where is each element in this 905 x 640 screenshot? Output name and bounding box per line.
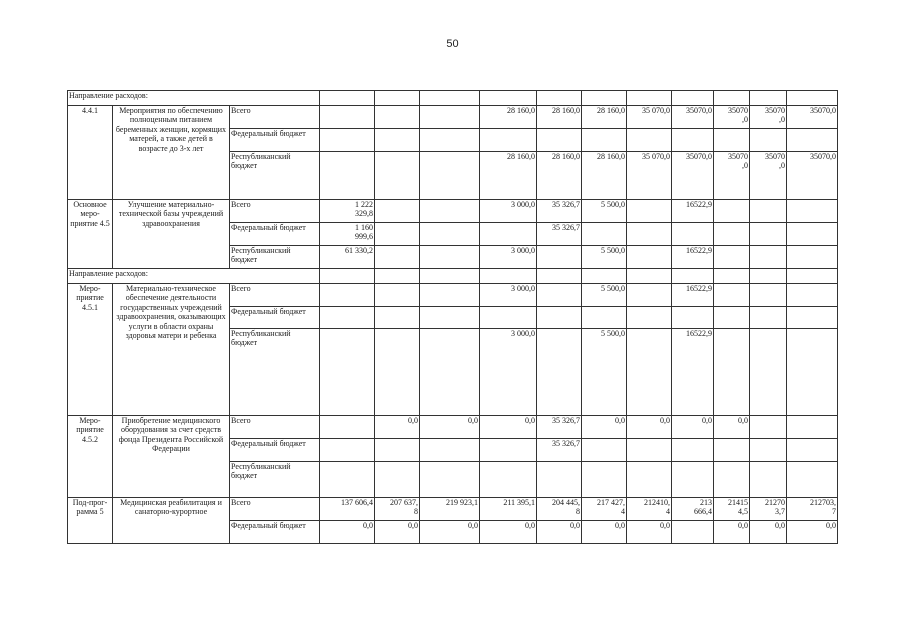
item-name: Медицинская реабилитация и санаторно-курортное	[113, 498, 230, 544]
value-cell	[627, 284, 672, 307]
value-cell: 212410, 4	[627, 498, 672, 521]
value-cell	[375, 223, 420, 246]
value-cell: 0,0	[537, 521, 582, 544]
funding-source: Республиканский бюджет	[230, 329, 320, 416]
value-cell	[787, 462, 838, 498]
value-cell	[320, 284, 375, 307]
empty-cell	[320, 269, 375, 284]
value-cell	[420, 152, 480, 200]
value-cell	[320, 416, 375, 439]
value-cell: 207 637, 8	[375, 498, 420, 521]
value-cell	[714, 129, 750, 152]
value-cell	[714, 246, 750, 269]
value-cell	[787, 223, 838, 246]
value-cell: 61 330,2	[320, 246, 375, 269]
value-cell: 3 000,0	[480, 329, 537, 416]
empty-cell	[420, 91, 480, 106]
value-cell: 0,0	[375, 521, 420, 544]
value-cell	[672, 223, 714, 246]
empty-cell	[627, 269, 672, 284]
item-name: Мероприятия по обеспечению полноценным питанием беременных женщин, кормящих матерей, а также детей в возрасте до 3-х лет	[113, 106, 230, 200]
value-cell: 35070 ,0	[750, 106, 787, 129]
value-cell	[787, 439, 838, 462]
value-cell	[537, 462, 582, 498]
funding-source: Всего	[230, 284, 320, 307]
value-cell	[787, 416, 838, 439]
value-cell	[672, 521, 714, 544]
value-cell: 35 326,7	[537, 439, 582, 462]
expense-direction-label: Направление расходов:	[68, 91, 320, 106]
value-cell	[320, 106, 375, 129]
value-cell	[714, 439, 750, 462]
value-cell	[714, 200, 750, 223]
value-cell	[375, 246, 420, 269]
value-cell	[750, 129, 787, 152]
value-cell	[672, 462, 714, 498]
empty-cell	[582, 269, 627, 284]
funding-source: Всего	[230, 106, 320, 129]
value-cell: 1 160 999,6	[320, 223, 375, 246]
item-code: 4.4.1	[68, 106, 113, 200]
value-cell: 35 070,0	[627, 152, 672, 200]
value-cell	[750, 439, 787, 462]
budget-table	[67, 90, 838, 544]
value-cell: 35 326,7	[537, 416, 582, 439]
empty-cell	[480, 91, 537, 106]
value-cell	[627, 462, 672, 498]
value-cell: 35070 ,0	[714, 152, 750, 200]
value-cell: 217 427, 4	[582, 498, 627, 521]
value-cell: 35 326,7	[537, 223, 582, 246]
value-cell	[627, 129, 672, 152]
empty-cell	[627, 91, 672, 106]
value-cell	[787, 129, 838, 152]
value-cell	[672, 129, 714, 152]
empty-cell	[714, 269, 750, 284]
value-cell: 204 445, 8	[537, 498, 582, 521]
value-cell: 3 000,0	[480, 246, 537, 269]
empty-cell	[714, 91, 750, 106]
value-cell: 0,0	[320, 521, 375, 544]
value-cell: 28 160,0	[537, 106, 582, 129]
value-cell: 0,0	[714, 416, 750, 439]
page-number: 50	[446, 38, 459, 50]
funding-source: Республиканский бюджет	[230, 246, 320, 269]
value-cell	[750, 223, 787, 246]
value-cell	[787, 200, 838, 223]
value-cell	[582, 223, 627, 246]
funding-source: Федеральный бюджет	[230, 307, 320, 329]
funding-source: Федеральный бюджет	[230, 129, 320, 152]
value-cell: 0,0	[480, 416, 537, 439]
value-cell: 21415 4,5	[714, 498, 750, 521]
value-cell: 21270 3,7	[750, 498, 787, 521]
value-cell	[714, 284, 750, 307]
value-cell: 35070 ,0	[750, 152, 787, 200]
value-cell: 0,0	[627, 521, 672, 544]
value-cell: 5 500,0	[582, 246, 627, 269]
value-cell: 28 160,0	[480, 106, 537, 129]
value-cell	[480, 129, 537, 152]
value-cell: 212703, 7	[787, 498, 838, 521]
value-cell: 0,0	[582, 521, 627, 544]
value-cell: 0,0	[750, 521, 787, 544]
value-cell: 16522,9	[672, 284, 714, 307]
value-cell: 211 395,1	[480, 498, 537, 521]
table-row	[68, 200, 838, 223]
value-cell: 0,0	[420, 521, 480, 544]
empty-cell	[582, 91, 627, 106]
value-cell	[750, 462, 787, 498]
value-cell: 0,0	[420, 416, 480, 439]
table-row	[68, 284, 838, 307]
value-cell	[537, 129, 582, 152]
value-cell	[420, 307, 480, 329]
value-cell	[375, 307, 420, 329]
value-cell	[750, 284, 787, 307]
value-cell: 213 666,4	[672, 498, 714, 521]
empty-cell	[787, 269, 838, 284]
empty-cell	[480, 269, 537, 284]
value-cell: 28 160,0	[537, 152, 582, 200]
value-cell: 5 500,0	[582, 200, 627, 223]
value-cell	[375, 129, 420, 152]
value-cell: 35 326,7	[537, 200, 582, 223]
value-cell	[627, 329, 672, 416]
funding-source: Федеральный бюджет	[230, 521, 320, 544]
value-cell	[537, 329, 582, 416]
value-cell	[320, 439, 375, 462]
value-cell: 137 606,4	[320, 498, 375, 521]
value-cell: 0,0	[672, 416, 714, 439]
value-cell: 0,0	[480, 521, 537, 544]
value-cell	[537, 284, 582, 307]
item-name: Улучшение материально-технической базы учреждений здравоохранения	[113, 200, 230, 269]
value-cell: 35070,0	[787, 106, 838, 129]
empty-cell	[375, 91, 420, 106]
value-cell	[420, 284, 480, 307]
value-cell: 35070 ,0	[714, 106, 750, 129]
value-cell: 35 070,0	[627, 106, 672, 129]
value-cell	[375, 462, 420, 498]
value-cell: 28 160,0	[582, 106, 627, 129]
value-cell	[480, 307, 537, 329]
empty-cell	[420, 269, 480, 284]
value-cell	[420, 129, 480, 152]
value-cell	[750, 246, 787, 269]
value-cell	[787, 307, 838, 329]
value-cell	[537, 307, 582, 329]
item-code: Меро-приятие 4.5.1	[68, 284, 113, 416]
table-row	[68, 106, 838, 129]
value-cell	[627, 223, 672, 246]
funding-source: Федеральный бюджет	[230, 439, 320, 462]
funding-source: Федеральный бюджет	[230, 223, 320, 246]
value-cell: 219 923,1	[420, 498, 480, 521]
value-cell	[582, 439, 627, 462]
item-name: Материально-техническое обеспечение деятельности государственных учреждений здравоохранения, оказывающих услуги в области охраны здоровья матери и ребенка	[113, 284, 230, 416]
value-cell	[420, 329, 480, 416]
value-cell: 0,0	[714, 521, 750, 544]
value-cell: 35070,0	[672, 152, 714, 200]
empty-cell	[672, 269, 714, 284]
value-cell	[627, 200, 672, 223]
item-code: Меро-приятие 4.5.2	[68, 416, 113, 498]
value-cell	[320, 307, 375, 329]
value-cell	[420, 462, 480, 498]
value-cell	[627, 439, 672, 462]
value-cell: 35070,0	[787, 152, 838, 200]
value-cell	[714, 307, 750, 329]
value-cell	[320, 152, 375, 200]
funding-source: Республиканский бюджет	[230, 152, 320, 200]
value-cell	[320, 329, 375, 416]
value-cell	[375, 439, 420, 462]
value-cell: 5 500,0	[582, 284, 627, 307]
value-cell	[672, 307, 714, 329]
table-row	[68, 416, 838, 439]
value-cell	[375, 329, 420, 416]
value-cell: 16522,9	[672, 329, 714, 416]
value-cell	[480, 462, 537, 498]
value-cell	[375, 200, 420, 223]
value-cell	[714, 462, 750, 498]
value-cell	[627, 246, 672, 269]
value-cell: 0,0	[787, 521, 838, 544]
value-cell	[672, 439, 714, 462]
item-code: Под-прог-рамма 5	[68, 498, 113, 544]
value-cell	[375, 106, 420, 129]
value-cell	[787, 246, 838, 269]
expense-direction-label: Направление расходов:	[68, 269, 320, 284]
value-cell	[320, 462, 375, 498]
value-cell	[627, 307, 672, 329]
funding-source: Республиканский бюджет	[230, 462, 320, 498]
value-cell	[480, 439, 537, 462]
funding-source: Всего	[230, 416, 320, 439]
value-cell: 5 500,0	[582, 329, 627, 416]
value-cell	[787, 284, 838, 307]
value-cell	[787, 329, 838, 416]
value-cell: 0,0	[375, 416, 420, 439]
value-cell	[582, 462, 627, 498]
item-name: Приобретение медицинского оборудования за счет средств фонда Президента Российской Федерации	[113, 416, 230, 498]
value-cell	[420, 246, 480, 269]
value-cell	[320, 129, 375, 152]
value-cell	[750, 200, 787, 223]
value-cell	[420, 439, 480, 462]
table-row	[68, 498, 838, 521]
value-cell	[537, 246, 582, 269]
value-cell	[420, 200, 480, 223]
funding-source: Всего	[230, 200, 320, 223]
empty-cell	[375, 269, 420, 284]
value-cell	[582, 129, 627, 152]
value-cell: 28 160,0	[582, 152, 627, 200]
item-code: Основное меро-приятие 4.5	[68, 200, 113, 269]
empty-cell	[750, 269, 787, 284]
value-cell	[420, 106, 480, 129]
value-cell	[714, 329, 750, 416]
value-cell	[750, 329, 787, 416]
value-cell	[375, 284, 420, 307]
empty-cell	[672, 91, 714, 106]
value-cell: 35070,0	[672, 106, 714, 129]
value-cell: 1 222 329,8	[320, 200, 375, 223]
empty-cell	[320, 91, 375, 106]
empty-cell	[537, 269, 582, 284]
value-cell: 3 000,0	[480, 200, 537, 223]
value-cell: 28 160,0	[480, 152, 537, 200]
value-cell	[750, 416, 787, 439]
section-header-row	[68, 91, 838, 106]
value-cell	[582, 307, 627, 329]
funding-source: Всего	[230, 498, 320, 521]
value-cell	[750, 307, 787, 329]
value-cell: 16522,9	[672, 200, 714, 223]
value-cell: 3 000,0	[480, 284, 537, 307]
value-cell: 0,0	[627, 416, 672, 439]
empty-cell	[787, 91, 838, 106]
value-cell: 0,0	[582, 416, 627, 439]
section-header-row	[68, 269, 838, 284]
empty-cell	[750, 91, 787, 106]
value-cell: 16522,9	[672, 246, 714, 269]
value-cell	[714, 223, 750, 246]
empty-cell	[537, 91, 582, 106]
value-cell	[420, 223, 480, 246]
value-cell	[480, 223, 537, 246]
value-cell	[375, 152, 420, 200]
